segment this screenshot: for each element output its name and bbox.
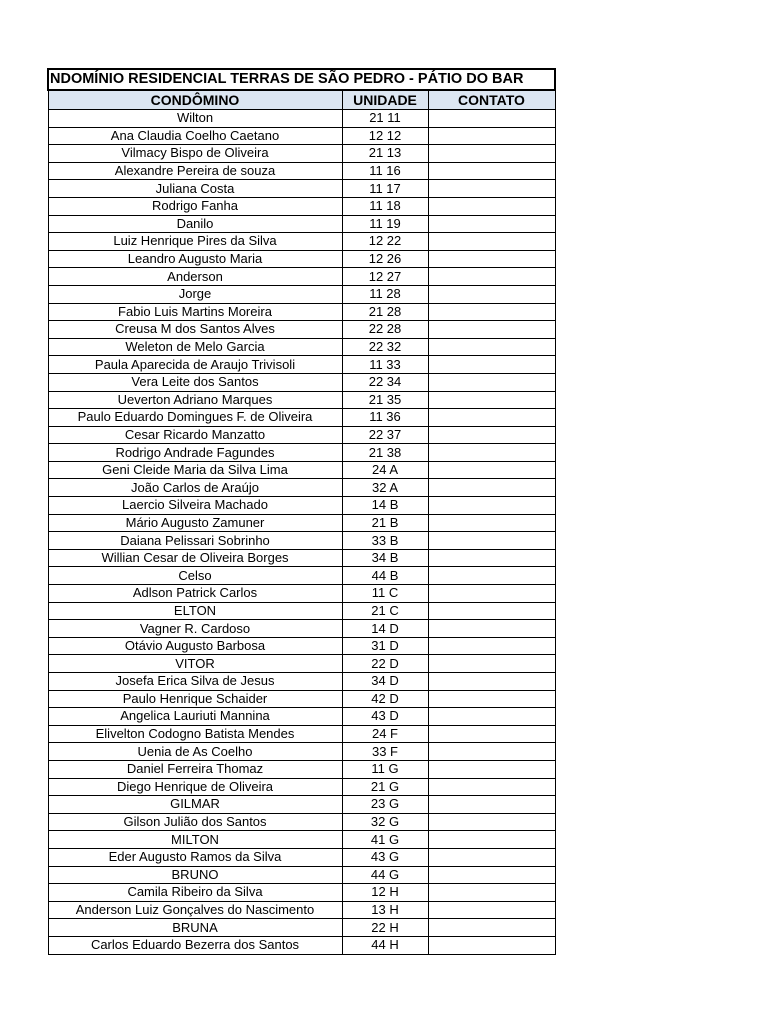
table-body xyxy=(48,110,555,955)
table-row xyxy=(48,461,555,479)
unit-cell: 21 11 xyxy=(342,110,428,128)
unit-cell: 21 13 xyxy=(342,145,428,163)
resident-name-cell: Angelica Lauriuti Mannina xyxy=(48,708,342,726)
table-row xyxy=(48,743,555,761)
unit-cell: 21 G xyxy=(342,778,428,796)
resident-name-cell: Daiana Pelissari Sobrinho xyxy=(48,532,342,550)
table-row xyxy=(48,197,555,215)
unit-cell: 44 H xyxy=(342,936,428,954)
contact-cell xyxy=(428,444,555,462)
resident-name-cell: Mário Augusto Zamuner xyxy=(48,514,342,532)
resident-name-cell: Camila Ribeiro da Silva xyxy=(48,884,342,902)
contact-cell xyxy=(428,426,555,444)
resident-name-cell: Wilton xyxy=(48,110,342,128)
contact-cell xyxy=(428,285,555,303)
unit-cell: 31 D xyxy=(342,637,428,655)
contact-cell xyxy=(428,690,555,708)
unit-cell: 11 C xyxy=(342,585,428,603)
contact-cell xyxy=(428,373,555,391)
table-row xyxy=(48,338,555,356)
table-row xyxy=(48,901,555,919)
contact-cell xyxy=(428,461,555,479)
contact-cell xyxy=(428,778,555,796)
table-row xyxy=(48,250,555,268)
table-row xyxy=(48,321,555,339)
table-row xyxy=(48,409,555,427)
resident-name-cell: Otávio Augusto Barbosa xyxy=(48,637,342,655)
table-row xyxy=(48,479,555,497)
resident-name-cell: Celso xyxy=(48,567,342,585)
unit-cell: 22 34 xyxy=(342,373,428,391)
table-row xyxy=(48,567,555,585)
table-row xyxy=(48,514,555,532)
contact-cell xyxy=(428,585,555,603)
table-row xyxy=(48,884,555,902)
unit-cell: 22 32 xyxy=(342,338,428,356)
contact-cell xyxy=(428,936,555,954)
unit-cell: 44 B xyxy=(342,567,428,585)
table-row xyxy=(48,145,555,163)
contact-cell xyxy=(428,321,555,339)
unit-cell: 11 36 xyxy=(342,409,428,427)
resident-name-cell: Danilo xyxy=(48,215,342,233)
contact-cell xyxy=(428,110,555,128)
unit-cell: 21 35 xyxy=(342,391,428,409)
unit-cell: 12 12 xyxy=(342,127,428,145)
resident-name-cell: Rodrigo Fanha xyxy=(48,197,342,215)
table-row xyxy=(48,180,555,198)
table-row xyxy=(48,778,555,796)
contact-cell xyxy=(428,831,555,849)
table-row xyxy=(48,268,555,286)
table-row xyxy=(48,391,555,409)
contact-cell xyxy=(428,655,555,673)
resident-name-cell: Geni Cleide Maria da Silva Lima xyxy=(48,461,342,479)
contact-cell xyxy=(428,796,555,814)
table-row xyxy=(48,673,555,691)
resident-name-cell: Ana Claudia Coelho Caetano xyxy=(48,127,342,145)
unit-cell: 13 H xyxy=(342,901,428,919)
unit-cell: 11 G xyxy=(342,760,428,778)
resident-name-cell: Laercio Silveira Machado xyxy=(48,497,342,515)
resident-name-cell: Jorge xyxy=(48,285,342,303)
resident-name-cell: Elivelton Codogno Batista Mendes xyxy=(48,725,342,743)
resident-name-cell: Ueverton Adriano Marques xyxy=(48,391,342,409)
contact-cell xyxy=(428,162,555,180)
resident-name-cell: ELTON xyxy=(48,602,342,620)
unit-cell: 43 G xyxy=(342,848,428,866)
table-row xyxy=(48,831,555,849)
unit-cell: 22 37 xyxy=(342,426,428,444)
contact-cell xyxy=(428,514,555,532)
table-row xyxy=(48,356,555,374)
resident-name-cell: VITOR xyxy=(48,655,342,673)
resident-name-cell: Luiz Henrique Pires da Silva xyxy=(48,233,342,251)
unit-cell: 41 G xyxy=(342,831,428,849)
unit-cell: 32 A xyxy=(342,479,428,497)
contact-cell xyxy=(428,919,555,937)
resident-name-cell: Weleton de Melo Garcia xyxy=(48,338,342,356)
resident-name-cell: Uenia de As Coelho xyxy=(48,743,342,761)
contact-cell xyxy=(428,620,555,638)
resident-name-cell: Creusa M dos Santos Alves xyxy=(48,321,342,339)
resident-name-cell: Cesar Ricardo Manzatto xyxy=(48,426,342,444)
resident-name-cell: Adlson Patrick Carlos xyxy=(48,585,342,603)
column-header-contato: CONTATO xyxy=(428,90,555,110)
resident-name-cell: GILMAR xyxy=(48,796,342,814)
title-row xyxy=(48,69,555,90)
table-row xyxy=(48,848,555,866)
unit-cell: 33 F xyxy=(342,743,428,761)
resident-name-cell: Josefa Erica Silva de Jesus xyxy=(48,673,342,691)
resident-name-cell: Daniel Ferreira Thomaz xyxy=(48,760,342,778)
unit-cell: 12 H xyxy=(342,884,428,902)
unit-cell: 21 B xyxy=(342,514,428,532)
unit-cell: 22 D xyxy=(342,655,428,673)
table-row xyxy=(48,866,555,884)
resident-name-cell: Willian Cesar de Oliveira Borges xyxy=(48,549,342,567)
unit-cell: 34 D xyxy=(342,673,428,691)
resident-name-cell: Paula Aparecida de Araujo Trivisoli xyxy=(48,356,342,374)
resident-name-cell: Vera Leite dos Santos xyxy=(48,373,342,391)
contact-cell xyxy=(428,250,555,268)
resident-name-cell: João Carlos de Araújo xyxy=(48,479,342,497)
table-row xyxy=(48,637,555,655)
table-row xyxy=(48,725,555,743)
resident-name-cell: Eder Augusto Ramos da Silva xyxy=(48,848,342,866)
unit-cell: 11 19 xyxy=(342,215,428,233)
unit-cell: 21 C xyxy=(342,602,428,620)
unit-cell: 12 27 xyxy=(342,268,428,286)
residents-table xyxy=(47,68,556,955)
contact-cell xyxy=(428,901,555,919)
table-row xyxy=(48,919,555,937)
table-row xyxy=(48,285,555,303)
table-row xyxy=(48,602,555,620)
table-row xyxy=(48,760,555,778)
table-row xyxy=(48,233,555,251)
contact-cell xyxy=(428,725,555,743)
column-header-condomino: CONDÔMINO xyxy=(48,90,342,110)
contact-cell xyxy=(428,497,555,515)
resident-name-cell: Paulo Henrique Schaider xyxy=(48,690,342,708)
contact-cell xyxy=(428,848,555,866)
contact-cell xyxy=(428,567,555,585)
unit-cell: 12 26 xyxy=(342,250,428,268)
contact-cell xyxy=(428,180,555,198)
contact-cell xyxy=(428,673,555,691)
resident-name-cell: Gilson Julião dos Santos xyxy=(48,813,342,831)
resident-name-cell: Vilmacy Bispo de Oliveira xyxy=(48,145,342,163)
unit-cell: 22 H xyxy=(342,919,428,937)
unit-cell: 11 33 xyxy=(342,356,428,374)
resident-name-cell: BRUNA xyxy=(48,919,342,937)
table-row xyxy=(48,532,555,550)
resident-name-cell: Alexandre Pereira de souza xyxy=(48,162,342,180)
unit-cell: 23 G xyxy=(342,796,428,814)
table-row xyxy=(48,655,555,673)
resident-name-cell: MILTON xyxy=(48,831,342,849)
resident-name-cell: Juliana Costa xyxy=(48,180,342,198)
contact-cell xyxy=(428,743,555,761)
resident-name-cell: Rodrigo Andrade Fagundes xyxy=(48,444,342,462)
contact-cell xyxy=(428,549,555,567)
unit-cell: 32 G xyxy=(342,813,428,831)
contact-cell xyxy=(428,479,555,497)
unit-cell: 42 D xyxy=(342,690,428,708)
resident-name-cell: Anderson xyxy=(48,268,342,286)
table-row xyxy=(48,497,555,515)
contact-cell xyxy=(428,637,555,655)
table-row xyxy=(48,708,555,726)
unit-cell: 14 B xyxy=(342,497,428,515)
table-row xyxy=(48,620,555,638)
contact-cell xyxy=(428,338,555,356)
unit-cell: 14 D xyxy=(342,620,428,638)
resident-name-cell: Anderson Luiz Gonçalves do Nascimento xyxy=(48,901,342,919)
contact-cell xyxy=(428,268,555,286)
table-row xyxy=(48,444,555,462)
unit-cell: 43 D xyxy=(342,708,428,726)
unit-cell: 24 F xyxy=(342,725,428,743)
resident-name-cell: Diego Henrique de Oliveira xyxy=(48,778,342,796)
contact-cell xyxy=(428,127,555,145)
column-header-unidade: UNIDADE xyxy=(342,90,428,110)
contact-cell xyxy=(428,197,555,215)
table-row xyxy=(48,110,555,128)
contact-cell xyxy=(428,145,555,163)
contact-cell xyxy=(428,708,555,726)
contact-cell xyxy=(428,233,555,251)
unit-cell: 12 22 xyxy=(342,233,428,251)
table-row xyxy=(48,585,555,603)
unit-cell: 34 B xyxy=(342,549,428,567)
table-row xyxy=(48,162,555,180)
table-row xyxy=(48,936,555,954)
table-row xyxy=(48,813,555,831)
resident-name-cell: Fabio Luis Martins Moreira xyxy=(48,303,342,321)
contact-cell xyxy=(428,303,555,321)
unit-cell: 11 17 xyxy=(342,180,428,198)
contact-cell xyxy=(428,532,555,550)
unit-cell: 11 18 xyxy=(342,197,428,215)
table-row xyxy=(48,215,555,233)
unit-cell: 24 A xyxy=(342,461,428,479)
table-row xyxy=(48,127,555,145)
resident-name-cell: Carlos Eduardo Bezerra dos Santos xyxy=(48,936,342,954)
contact-cell xyxy=(428,760,555,778)
header-row xyxy=(48,90,555,110)
sheet-title: NDOMÍNIO RESIDENCIAL TERRAS DE SÃO PEDRO - PÁTIO DO BAR xyxy=(48,69,555,90)
resident-name-cell: Leandro Augusto Maria xyxy=(48,250,342,268)
resident-name-cell: Vagner R. Cardoso xyxy=(48,620,342,638)
contact-cell xyxy=(428,215,555,233)
table-row xyxy=(48,796,555,814)
table-row xyxy=(48,690,555,708)
table-row xyxy=(48,373,555,391)
contact-cell xyxy=(428,813,555,831)
contact-cell xyxy=(428,409,555,427)
contact-cell xyxy=(428,602,555,620)
unit-cell: 33 B xyxy=(342,532,428,550)
unit-cell: 44 G xyxy=(342,866,428,884)
table-row xyxy=(48,303,555,321)
table-row xyxy=(48,426,555,444)
resident-name-cell: Paulo Eduardo Domingues F. de Oliveira xyxy=(48,409,342,427)
table-row xyxy=(48,549,555,567)
contact-cell xyxy=(428,391,555,409)
unit-cell: 11 16 xyxy=(342,162,428,180)
unit-cell: 22 28 xyxy=(342,321,428,339)
contact-cell xyxy=(428,866,555,884)
unit-cell: 11 28 xyxy=(342,285,428,303)
contact-cell xyxy=(428,356,555,374)
unit-cell: 21 28 xyxy=(342,303,428,321)
resident-name-cell: BRUNO xyxy=(48,866,342,884)
contact-cell xyxy=(428,884,555,902)
unit-cell: 21 38 xyxy=(342,444,428,462)
